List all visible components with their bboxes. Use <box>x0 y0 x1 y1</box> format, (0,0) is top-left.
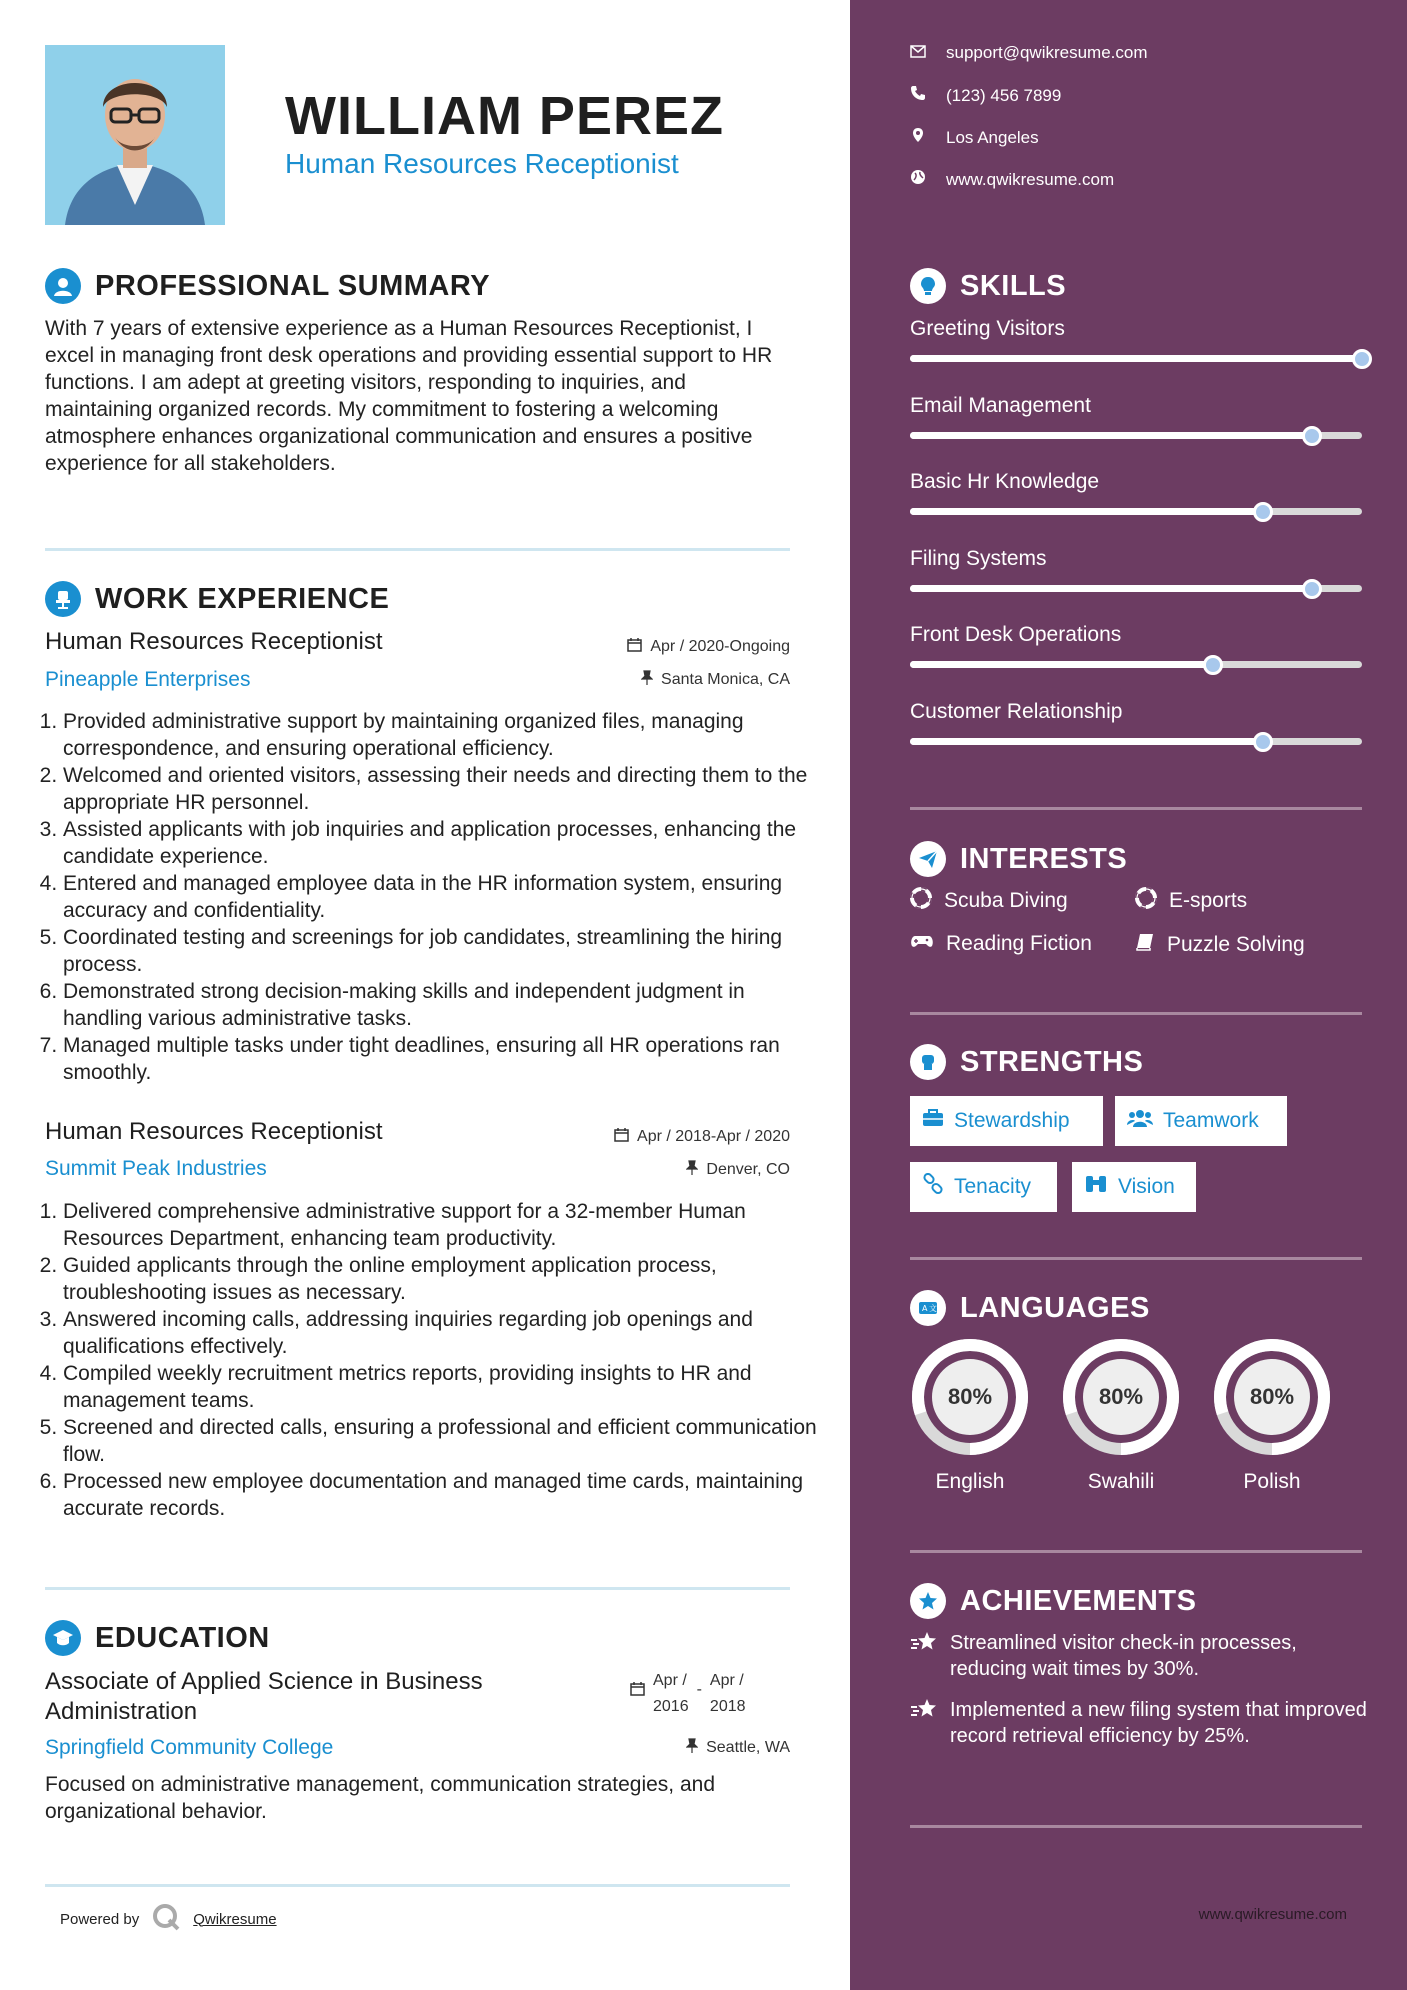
svg-text:A: A <box>922 1304 928 1313</box>
education-start <box>653 1668 689 1720</box>
globe-icon <box>910 169 926 190</box>
education-title: EDUCATION <box>95 1621 270 1654</box>
calendar-icon <box>614 1127 629 1147</box>
skill-item <box>910 700 1362 745</box>
skill-level-knob <box>1302 579 1322 599</box>
language-percent: 80% <box>947 1384 993 1409</box>
skill-bar <box>910 738 1362 745</box>
skills-heading <box>910 268 1066 304</box>
list-item: 6. Demonstrated strong decision-making skills and independent judgment in handling various administrative tasks. <box>63 978 823 1032</box>
strengths-heading <box>910 1044 1143 1080</box>
briefcase-icon <box>922 1109 944 1133</box>
language-progress-ring <box>1212 1337 1332 1457</box>
lifebuoy-icon <box>1135 887 1157 915</box>
job-title: Human Resources Receptionist <box>45 628 383 655</box>
skills-title: SKILLS <box>960 269 1067 302</box>
user-icon <box>45 268 81 304</box>
interests-heading <box>910 841 1127 877</box>
skill-bar <box>910 585 1362 592</box>
date-separator: - <box>696 1681 702 1698</box>
education-end-month: Apr / <box>709 1672 744 1689</box>
skill-name: Basic Hr Knowledge <box>910 470 1100 493</box>
strength-chip <box>1115 1096 1287 1146</box>
school-name: Springfield Community College <box>45 1736 334 1759</box>
strength-label: Teamwork <box>1163 1109 1259 1132</box>
languages-title: LANGUAGES <box>960 1291 1150 1324</box>
list-item: 5. Coordinated testing and screenings for job candidates, streamlining the hiring process. <box>63 924 823 978</box>
language-percent: 80% <box>1098 1384 1144 1409</box>
skill-bar <box>910 432 1362 439</box>
skill-bar-fill <box>910 355 1362 362</box>
list-item: 7. Managed multiple tasks under tight deadlines, ensuring all HR operations ran smoothly. <box>63 1032 823 1086</box>
interest-label: Scuba Diving <box>944 889 1068 912</box>
job-location-text: Denver, CO <box>706 1161 790 1178</box>
link-icon <box>922 1173 944 1201</box>
education-end <box>710 1668 746 1720</box>
achievements-heading <box>910 1583 1196 1619</box>
interest-label: Puzzle Solving <box>1167 933 1305 956</box>
email-text: support@qwikresume.com <box>946 43 1148 62</box>
section-divider <box>910 1550 1362 1553</box>
list-item: 3. Answered incoming calls, addressing inquiries regarding job openings and qualifications effectively. <box>63 1306 823 1360</box>
job-dates <box>627 637 790 657</box>
job-dates <box>614 1127 790 1147</box>
experience-title: WORK EXPERIENCE <box>95 582 390 615</box>
skill-item <box>910 317 1362 362</box>
pin-icon <box>686 1738 698 1758</box>
list-item: 2. Guided applicants through the online employment application process, troubleshooting issues as necessary. <box>63 1252 823 1306</box>
achievement-text: Implemented a new filing system that improved record retrieval efficiency by 25%. <box>950 1699 1367 1747</box>
skill-bar-fill <box>910 661 1213 668</box>
footer-url[interactable]: www.qwikresume.com <box>1198 1906 1347 1923</box>
gamepad-icon <box>910 932 934 956</box>
interest-label: Reading Fiction <box>946 932 1092 955</box>
candidate-title: Human Resources Receptionist <box>285 148 679 179</box>
powered-by <box>60 1902 277 1936</box>
skill-item <box>910 547 1362 592</box>
achievements-title: ACHIEVEMENTS <box>960 1584 1197 1617</box>
location-text: Los Angeles <box>946 127 1039 147</box>
skill-level-knob <box>1203 655 1223 675</box>
language-percent: 80% <box>1249 1384 1295 1409</box>
strength-chip <box>1072 1162 1196 1212</box>
section-divider <box>910 807 1362 810</box>
contact-website[interactable] <box>910 169 1114 190</box>
website-text: www.qwikresume.com <box>946 169 1115 189</box>
job-location-text: Santa Monica, CA <box>661 671 790 688</box>
binoculars-icon <box>1084 1174 1108 1200</box>
skill-bar <box>910 508 1362 515</box>
skill-level-knob <box>1352 349 1372 369</box>
contact-email[interactable] <box>910 43 1148 63</box>
svg-text:文: 文 <box>929 1304 937 1313</box>
job-location <box>641 670 790 690</box>
skill-item <box>910 394 1362 439</box>
strength-chip <box>910 1162 1057 1212</box>
list-item: 6. Processed new employee documentation and managed time cards, maintaining accurate records. <box>63 1468 823 1522</box>
envelope-icon <box>910 43 926 63</box>
skill-name: Front Desk Operations <box>910 623 1122 646</box>
map-marker-icon <box>910 127 926 148</box>
section-divider <box>910 1012 1362 1015</box>
skill-bar <box>910 661 1362 668</box>
calendar-icon <box>627 637 642 657</box>
education-start-month: Apr / <box>653 1672 687 1689</box>
language-name: Swahili <box>1087 1470 1155 1493</box>
skill-name: Email Management <box>910 393 1091 417</box>
section-divider <box>45 548 790 551</box>
achievement-item <box>910 1630 1370 1682</box>
list-item: 5. Screened and directed calls, ensuring a professional and efficient communication flow. <box>63 1414 823 1468</box>
fist-icon <box>910 1044 946 1080</box>
experience-heading <box>45 581 389 617</box>
job-title: Human Resources Receptionist <box>45 1118 383 1145</box>
education-start-year: 2016 <box>653 1698 689 1715</box>
list-item: 4. Compiled weekly recruitment metrics reports, providing insights to HR and management teams. <box>63 1360 823 1414</box>
strength-label: Stewardship <box>954 1109 1070 1132</box>
paper-plane-icon <box>910 841 946 877</box>
skill-bar-fill <box>910 508 1263 515</box>
skill-level-knob <box>1253 732 1273 752</box>
skill-bar-fill <box>910 432 1312 439</box>
profile-photo <box>45 45 225 225</box>
star-icon <box>910 1583 946 1619</box>
interests-title: INTERESTS <box>960 842 1128 875</box>
skill-level-knob <box>1302 426 1322 446</box>
skill-bar <box>910 355 1362 362</box>
job-dates-text: Apr / 2018-Apr / 2020 <box>637 1128 790 1145</box>
education-dates <box>630 1668 746 1720</box>
achievement-text: Streamlined visitor check-in processes, reducing wait times by 30%. <box>950 1632 1297 1680</box>
qwikresume-logo <box>151 1902 181 1936</box>
lifebuoy-icon <box>910 887 932 915</box>
list-item: 1. Provided administrative support by maintaining organized files, managing correspondence, and ensuring operational efficiency. <box>63 708 823 762</box>
strength-label: Vision <box>1118 1175 1175 1198</box>
list-item: 2. Welcomed and oriented visitors, assessing their needs and directing them to the appropriate HR personnel. <box>63 762 823 816</box>
job-bullets <box>45 1198 823 1522</box>
skill-name: Customer Relationship <box>910 699 1123 723</box>
language-item <box>1212 1337 1332 1494</box>
skill-item <box>910 470 1362 515</box>
job-dates-text: Apr / 2020-Ongoing <box>650 638 790 655</box>
star-icon <box>910 1630 938 1682</box>
sidebar <box>850 0 1407 1990</box>
skill-level-knob <box>1253 502 1273 522</box>
users-icon <box>1127 1109 1153 1133</box>
strength-chip <box>910 1096 1103 1146</box>
phone-icon <box>910 85 926 106</box>
job-bullets <box>45 708 823 1086</box>
phone-text: (123) 456 7899 <box>946 85 1062 105</box>
chair-icon <box>45 581 81 617</box>
education-description: Focused on administrative management, communication strategies, and organizational behavior. <box>45 1773 716 1823</box>
section-divider <box>910 1257 1362 1260</box>
list-item: 3. Assisted applicants with job inquiries and application processes, enhancing the candidate experience. <box>63 816 823 870</box>
graduation-cap-icon <box>45 1620 81 1656</box>
education-end-year: 2018 <box>709 1698 746 1715</box>
language-name: Polish <box>1243 1470 1301 1493</box>
summary-text: With 7 years of extensive experience as a Human Resources Receptionist, I excel in managing front desk operations and providing essential support to HR functions. I am adept at greeting visitors, responding to inquiries, and maintaining organized records. My commitment to fostering a welcoming atmosphere enhances organizational communication and ensures a positive experience for all stakeholders. <box>45 317 773 475</box>
summary-heading <box>45 268 490 304</box>
interest-item <box>910 887 1068 915</box>
interest-label: E-sports <box>1169 889 1248 912</box>
job-location <box>686 1160 790 1180</box>
language-progress-ring <box>910 1337 1030 1457</box>
skill-item <box>910 623 1362 668</box>
section-divider <box>45 1884 790 1887</box>
interest-item <box>910 932 1092 956</box>
skill-bar-fill <box>910 738 1263 745</box>
lightbulb-icon <box>910 268 946 304</box>
strengths-title: STRENGTHS <box>960 1045 1144 1078</box>
skill-name: Filing Systems <box>910 546 1047 570</box>
language-progress-ring <box>1061 1337 1181 1457</box>
interest-item <box>1135 932 1305 958</box>
skill-bar-fill <box>910 585 1312 592</box>
powered-by-label: Powered by <box>60 1910 140 1928</box>
calendar-icon <box>630 1681 645 1701</box>
candidate-name: WILLIAM PEREZ <box>285 86 724 146</box>
contact-phone[interactable] <box>910 85 1061 106</box>
education-location-text: Seattle, WA <box>706 1739 790 1756</box>
degree-title: Associate of Applied Science in Business Administration <box>45 1668 483 1725</box>
achievement-item <box>910 1697 1370 1749</box>
company-name: Summit Peak Industries <box>45 1157 267 1180</box>
education-location <box>686 1738 790 1758</box>
list-item: 1. Delivered comprehensive administrative support for a 32-member Human Resources Department, enhancing team productivity. <box>63 1198 823 1252</box>
strength-label: Tenacity <box>954 1175 1032 1198</box>
pin-icon <box>686 1160 698 1180</box>
qwikresume-link[interactable]: Qwikresume <box>193 1910 277 1928</box>
section-divider <box>45 1587 790 1590</box>
contact-location <box>910 127 1039 148</box>
book-icon <box>1135 932 1155 958</box>
section-divider <box>910 1825 1362 1828</box>
language-item <box>1061 1337 1181 1494</box>
language-name: English <box>935 1470 1005 1493</box>
list-item: 4. Entered and managed employee data in the HR information system, ensuring accuracy and confidentiality. <box>63 870 823 924</box>
languages-heading <box>910 1290 1150 1326</box>
star-icon <box>910 1697 938 1749</box>
interest-item <box>1135 887 1247 915</box>
company-name: Pineapple Enterprises <box>45 668 251 691</box>
skill-name: Greeting Visitors <box>910 317 1065 340</box>
education-heading <box>45 1620 270 1656</box>
pin-icon <box>641 670 653 690</box>
summary-title: PROFESSIONAL SUMMARY <box>95 269 491 302</box>
translate-icon <box>910 1290 946 1326</box>
language-item <box>910 1337 1030 1494</box>
